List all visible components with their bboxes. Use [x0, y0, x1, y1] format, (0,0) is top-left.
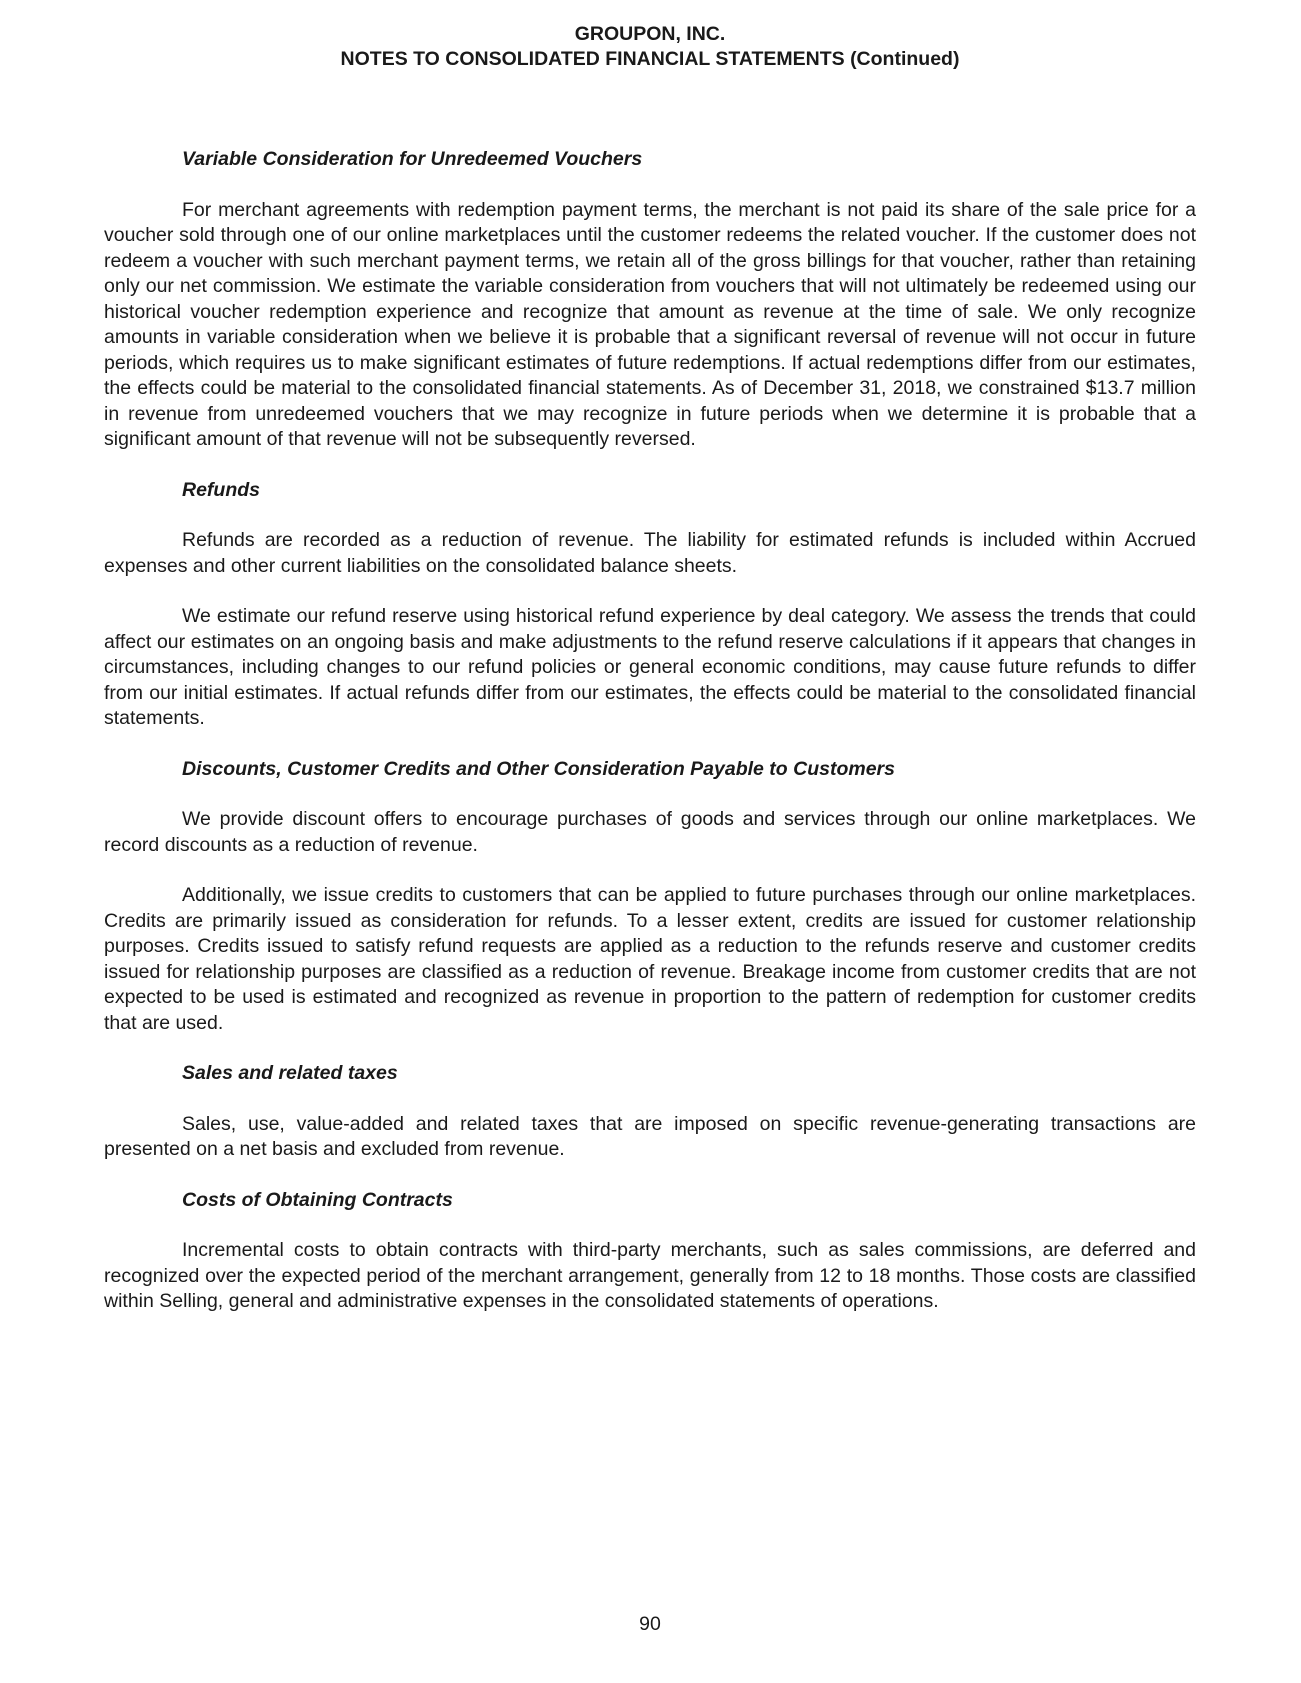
- paragraph: Additionally, we issue credits to customers that can be applied to future purchases through our online marketplaces. Credits are primarily issued as consideration for refunds. To a lesser extent, credits are issued for customer relationship purposes. Credits issued to satisfy refund requests are applied as a reduction to the refunds reserve and customer credits issued for relationship purposes are classified as a reduction of revenue. Breakage income from customer credits that are not expected to be used is estimated and recognized as revenue in proportion to the pattern of redemption for customer credits that are used.: [104, 884, 1196, 1034]
- page-number: 90: [639, 1613, 661, 1635]
- page-header: [104, 22, 1196, 72]
- section-costs-contracts: [104, 1188, 1196, 1315]
- section-title: Refunds: [182, 478, 260, 501]
- section-title: Variable Consideration for Unredeemed Vouchers: [182, 148, 643, 170]
- section-sales-taxes: [104, 1061, 1196, 1163]
- paragraph: Sales, use, value-added and related taxes that are imposed on specific revenue-generating transactions are presented on a net basis and excluded from revenue.: [104, 1112, 1196, 1160]
- paragraph: Incremental costs to obtain contracts with third-party merchants, such as sales commissions, are deferred and recognized over the expected period of the merchant arrangement, generally from 12 to 18 months. Those costs are classified within Selling, general and administrative expenses in the consolidated statements of operations.: [104, 1239, 1196, 1312]
- paragraph: For merchant agreements with redemption payment terms, the merchant is not paid its share of the sale price for a voucher sold through one of our online marketplaces until the customer redeems the related voucher. If the customer does not redeem a voucher with such merchant payment terms, we retain all of the gross billings for that voucher, rather than retaining only our net commission. We estimate the variable consideration from vouchers that will not ultimately be redeemed using our historical voucher redemption experience and recognize that amount as revenue at the time of sale. We only recognize amounts in variable consideration when we believe it is probable that a significant reversal of revenue will not occur in future periods, which requires us to make significant estimates of future redemptions. If actual redemptions differ from our estimates, the effects could be material to the consolidated financial statements. As of December 31, 2018, we constrained $13.7 million in revenue from unredeemed vouchers that we may recognize in future periods when we determine it is probable that a significant amount of that revenue will not be subsequently reversed.: [104, 198, 1196, 450]
- section-refunds: [104, 478, 1196, 732]
- company-name: GROUPON, INC.: [574, 23, 726, 45]
- section-title: Sales and related taxes: [182, 1062, 398, 1084]
- paragraph: Refunds are recorded as a reduction of revenue. The liability for estimated refunds is included within Accrued expenses and other current liabilities on the consolidated balance sheets.: [104, 529, 1196, 577]
- section-title: Costs of Obtaining Contracts: [182, 1188, 453, 1211]
- document-page: [104, 0, 1196, 1683]
- section-discounts-credits: [104, 757, 1196, 1037]
- paragraph: We provide discount offers to encourage purchases of goods and services through our online marketplaces. We record discounts as a reduction of revenue.: [104, 808, 1196, 856]
- section-title: Discounts, Customer Credits and Other Consideration Payable to Customers: [182, 757, 895, 780]
- document-subtitle: NOTES TO CONSOLIDATED FINANCIAL STATEMENTS (Continued): [340, 48, 960, 70]
- paragraph: We estimate our refund reserve using historical refund experience by deal category. We assess the trends that could affect our estimates on an ongoing basis and make adjustments to the refund reserve calculations if it appears that changes in circumstances, including changes to our refund policies or general economic conditions, may cause future refunds to differ from our initial estimates. If actual refunds differ from our estimates, the effects could be material to the consolidated financial statements.: [104, 605, 1196, 729]
- page-content: [104, 147, 1196, 1340]
- section-variable-consideration: [104, 147, 1196, 453]
